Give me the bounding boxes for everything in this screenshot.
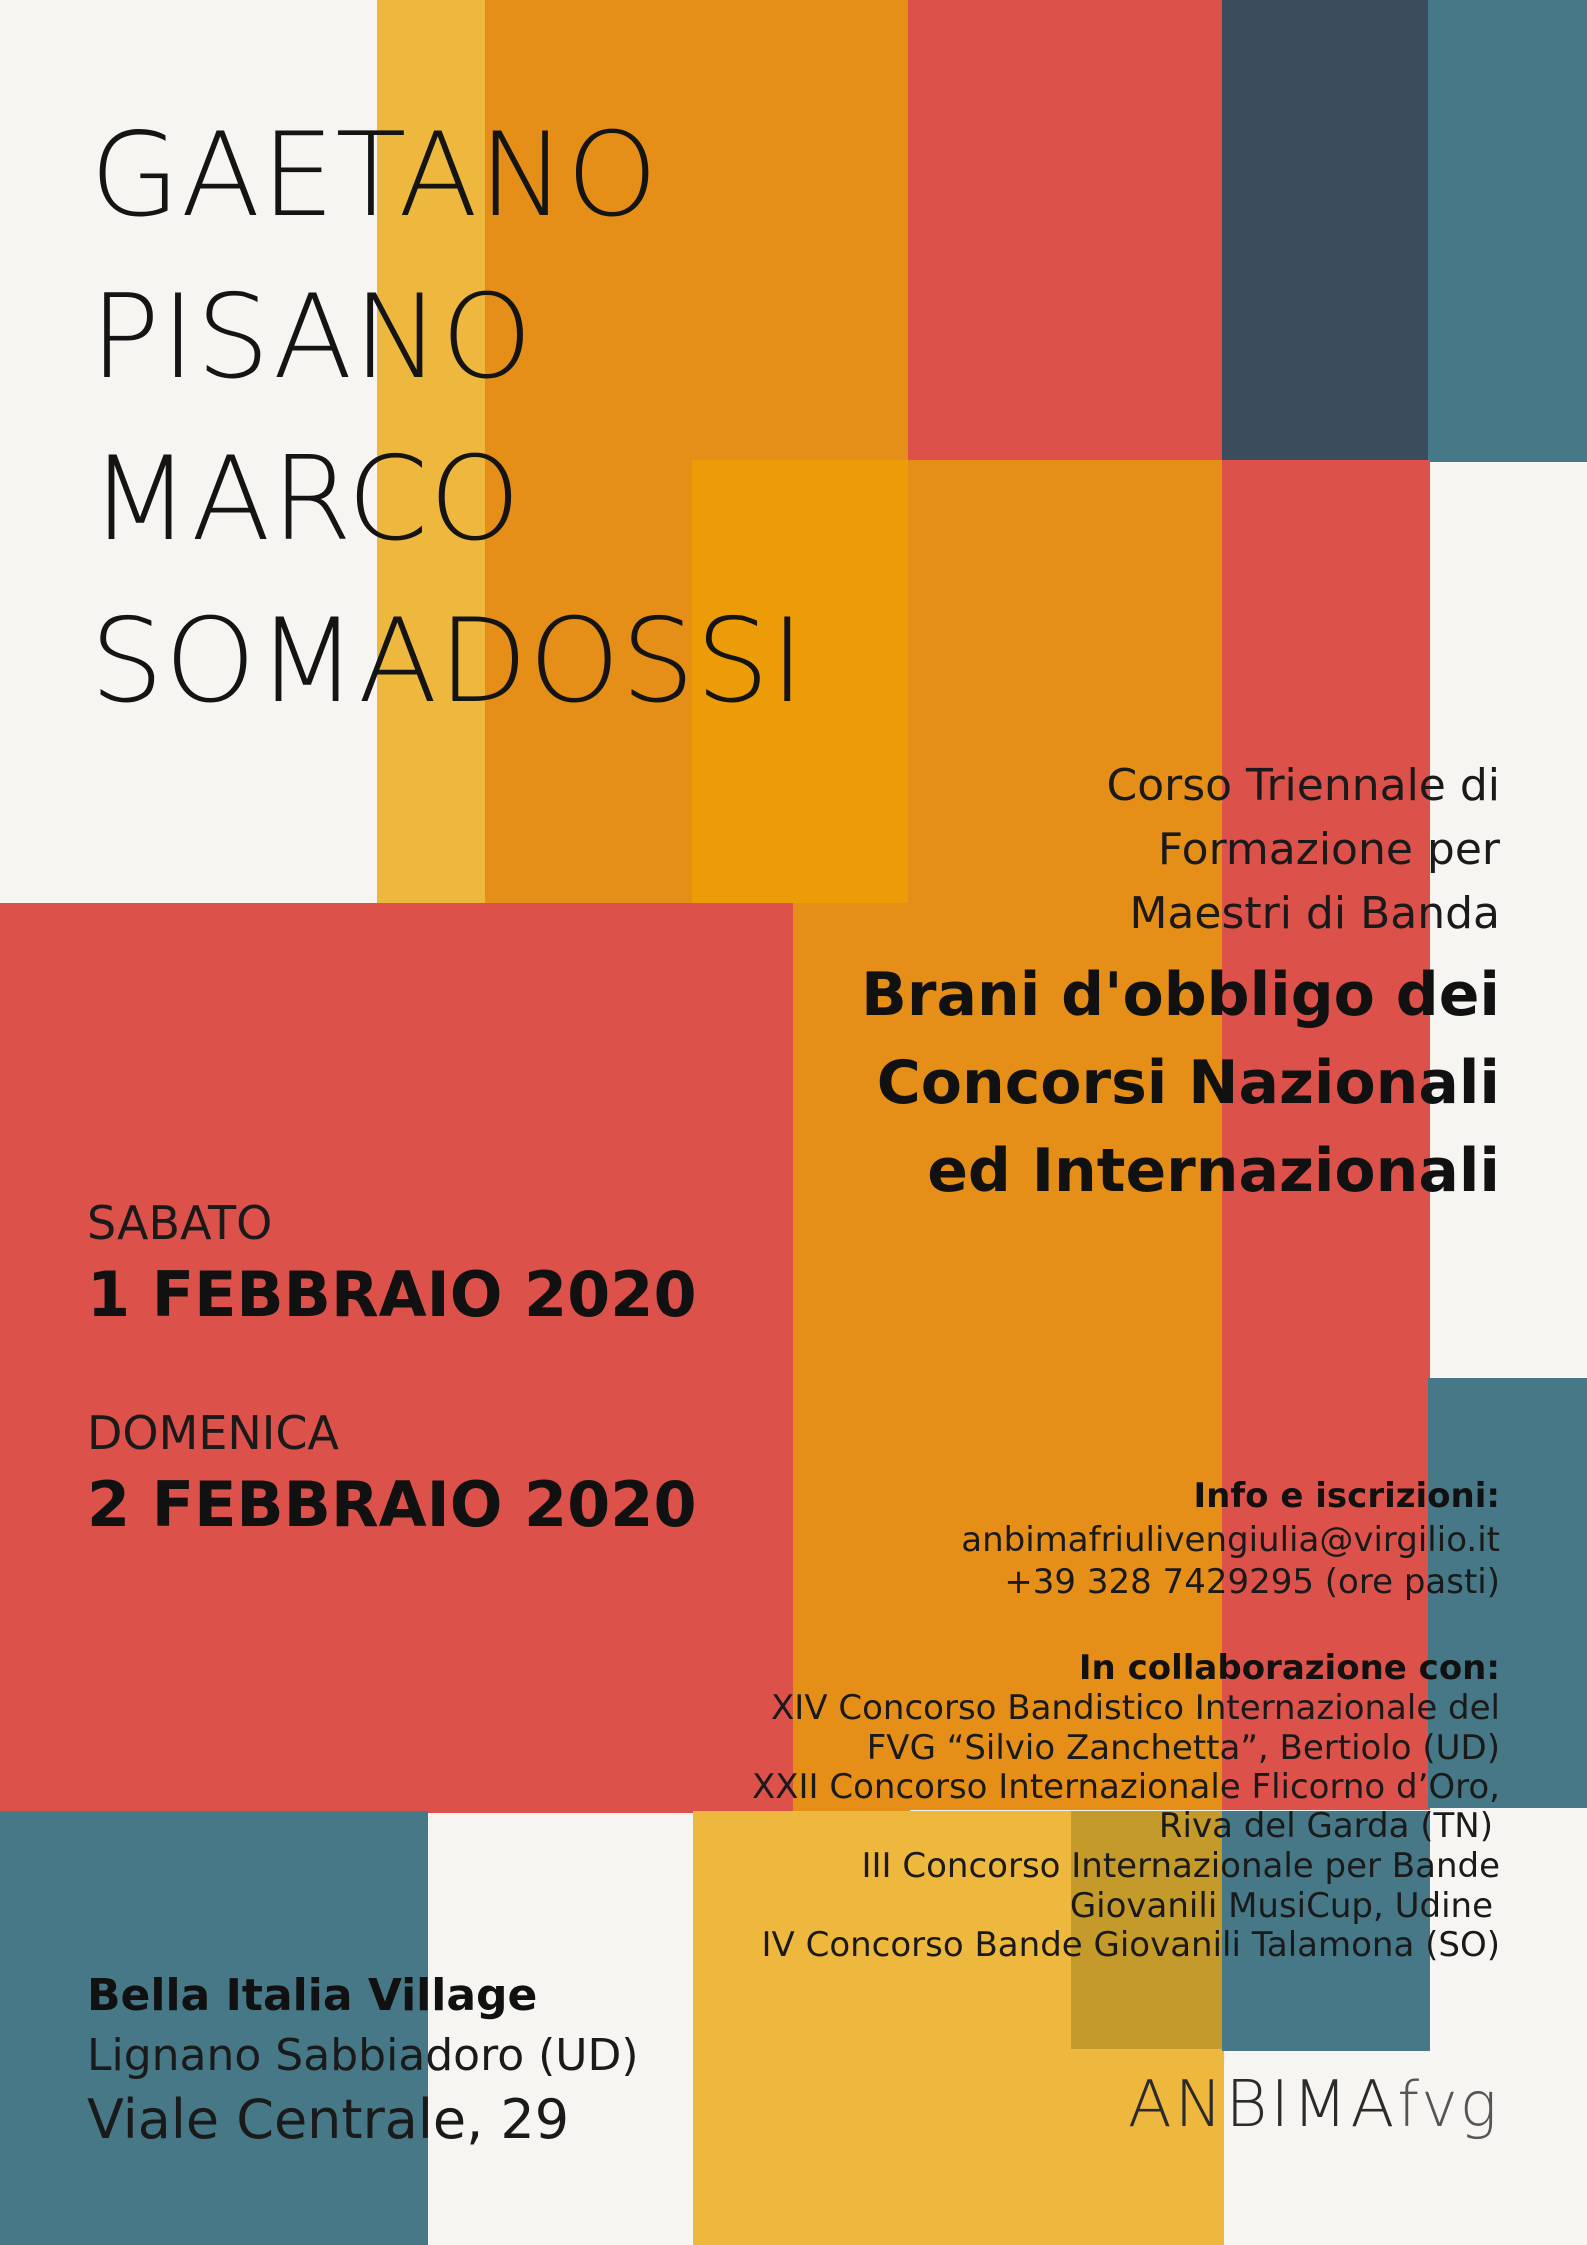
logo-main: ANBIMA (1127, 2068, 1398, 2142)
collab-line: FVG “Silvio Zanchetta”, Bertiolo (UD) (866, 1728, 1500, 1768)
contact-email: anbimafriulivengiulia@virgilio.it (961, 1520, 1500, 1560)
course-title: Brani d'obbligo dei (861, 960, 1500, 1030)
collab-line: III Concorso Internazionale per Bande (861, 1846, 1500, 1886)
performer-name: GAETANO (90, 108, 659, 243)
venue-city: Lignano Sabbiadoro (UD) (87, 2030, 639, 2081)
collab-heading: In collaborazione con: (1078, 1648, 1500, 1688)
orange-block (908, 460, 1224, 1810)
event-day: DOMENICA (87, 1406, 339, 1460)
course-line: Formazione per (1157, 824, 1500, 875)
performer-name: MARCO (90, 432, 522, 567)
event-date: 1 FEBBRAIO 2020 (87, 1258, 697, 1331)
collab-line: Riva del Garda (TN) (1158, 1806, 1493, 1846)
performer-name: SOMADOSSI (90, 594, 806, 729)
red-block (908, 0, 1224, 462)
event-date: 2 FEBBRAIO 2020 (87, 1468, 697, 1541)
collab-line: XIV Concorso Bandistico Internazionale del (771, 1688, 1500, 1728)
teal-block (1428, 0, 1587, 462)
collab-line: XXII Concorso Internazionale Flicorno d’Oro, (751, 1767, 1500, 1807)
red-block (0, 903, 795, 1813)
teal-block (0, 1811, 428, 2245)
contact-phone: +39 328 7429295 (ore pasti) (1004, 1562, 1500, 1602)
event-day: SABATO (87, 1196, 273, 1250)
logo-suffix: fvg (1397, 2068, 1499, 2141)
red-block (1222, 460, 1430, 1810)
info-heading: Info e iscrizioni: (1193, 1476, 1500, 1516)
course-line: Corso Triennale di (1106, 760, 1500, 811)
anbima-logo (1128, 2068, 1499, 2142)
venue-name: Bella Italia Village (87, 1970, 538, 2021)
collab-line: Giovanili MusiCup, Udine (1069, 1886, 1493, 1926)
course-line: Maestri di Banda (1129, 888, 1500, 939)
performer-name: PISANO (90, 270, 534, 405)
course-title: ed Internazionali (927, 1136, 1500, 1206)
venue-address: Viale Centrale, 29 (87, 2088, 570, 2151)
navy-block (1222, 0, 1430, 462)
course-title: Concorsi Nazionali (876, 1048, 1500, 1118)
collab-line: IV Concorso Bande Giovanili Talamona (SO) (761, 1925, 1500, 1965)
